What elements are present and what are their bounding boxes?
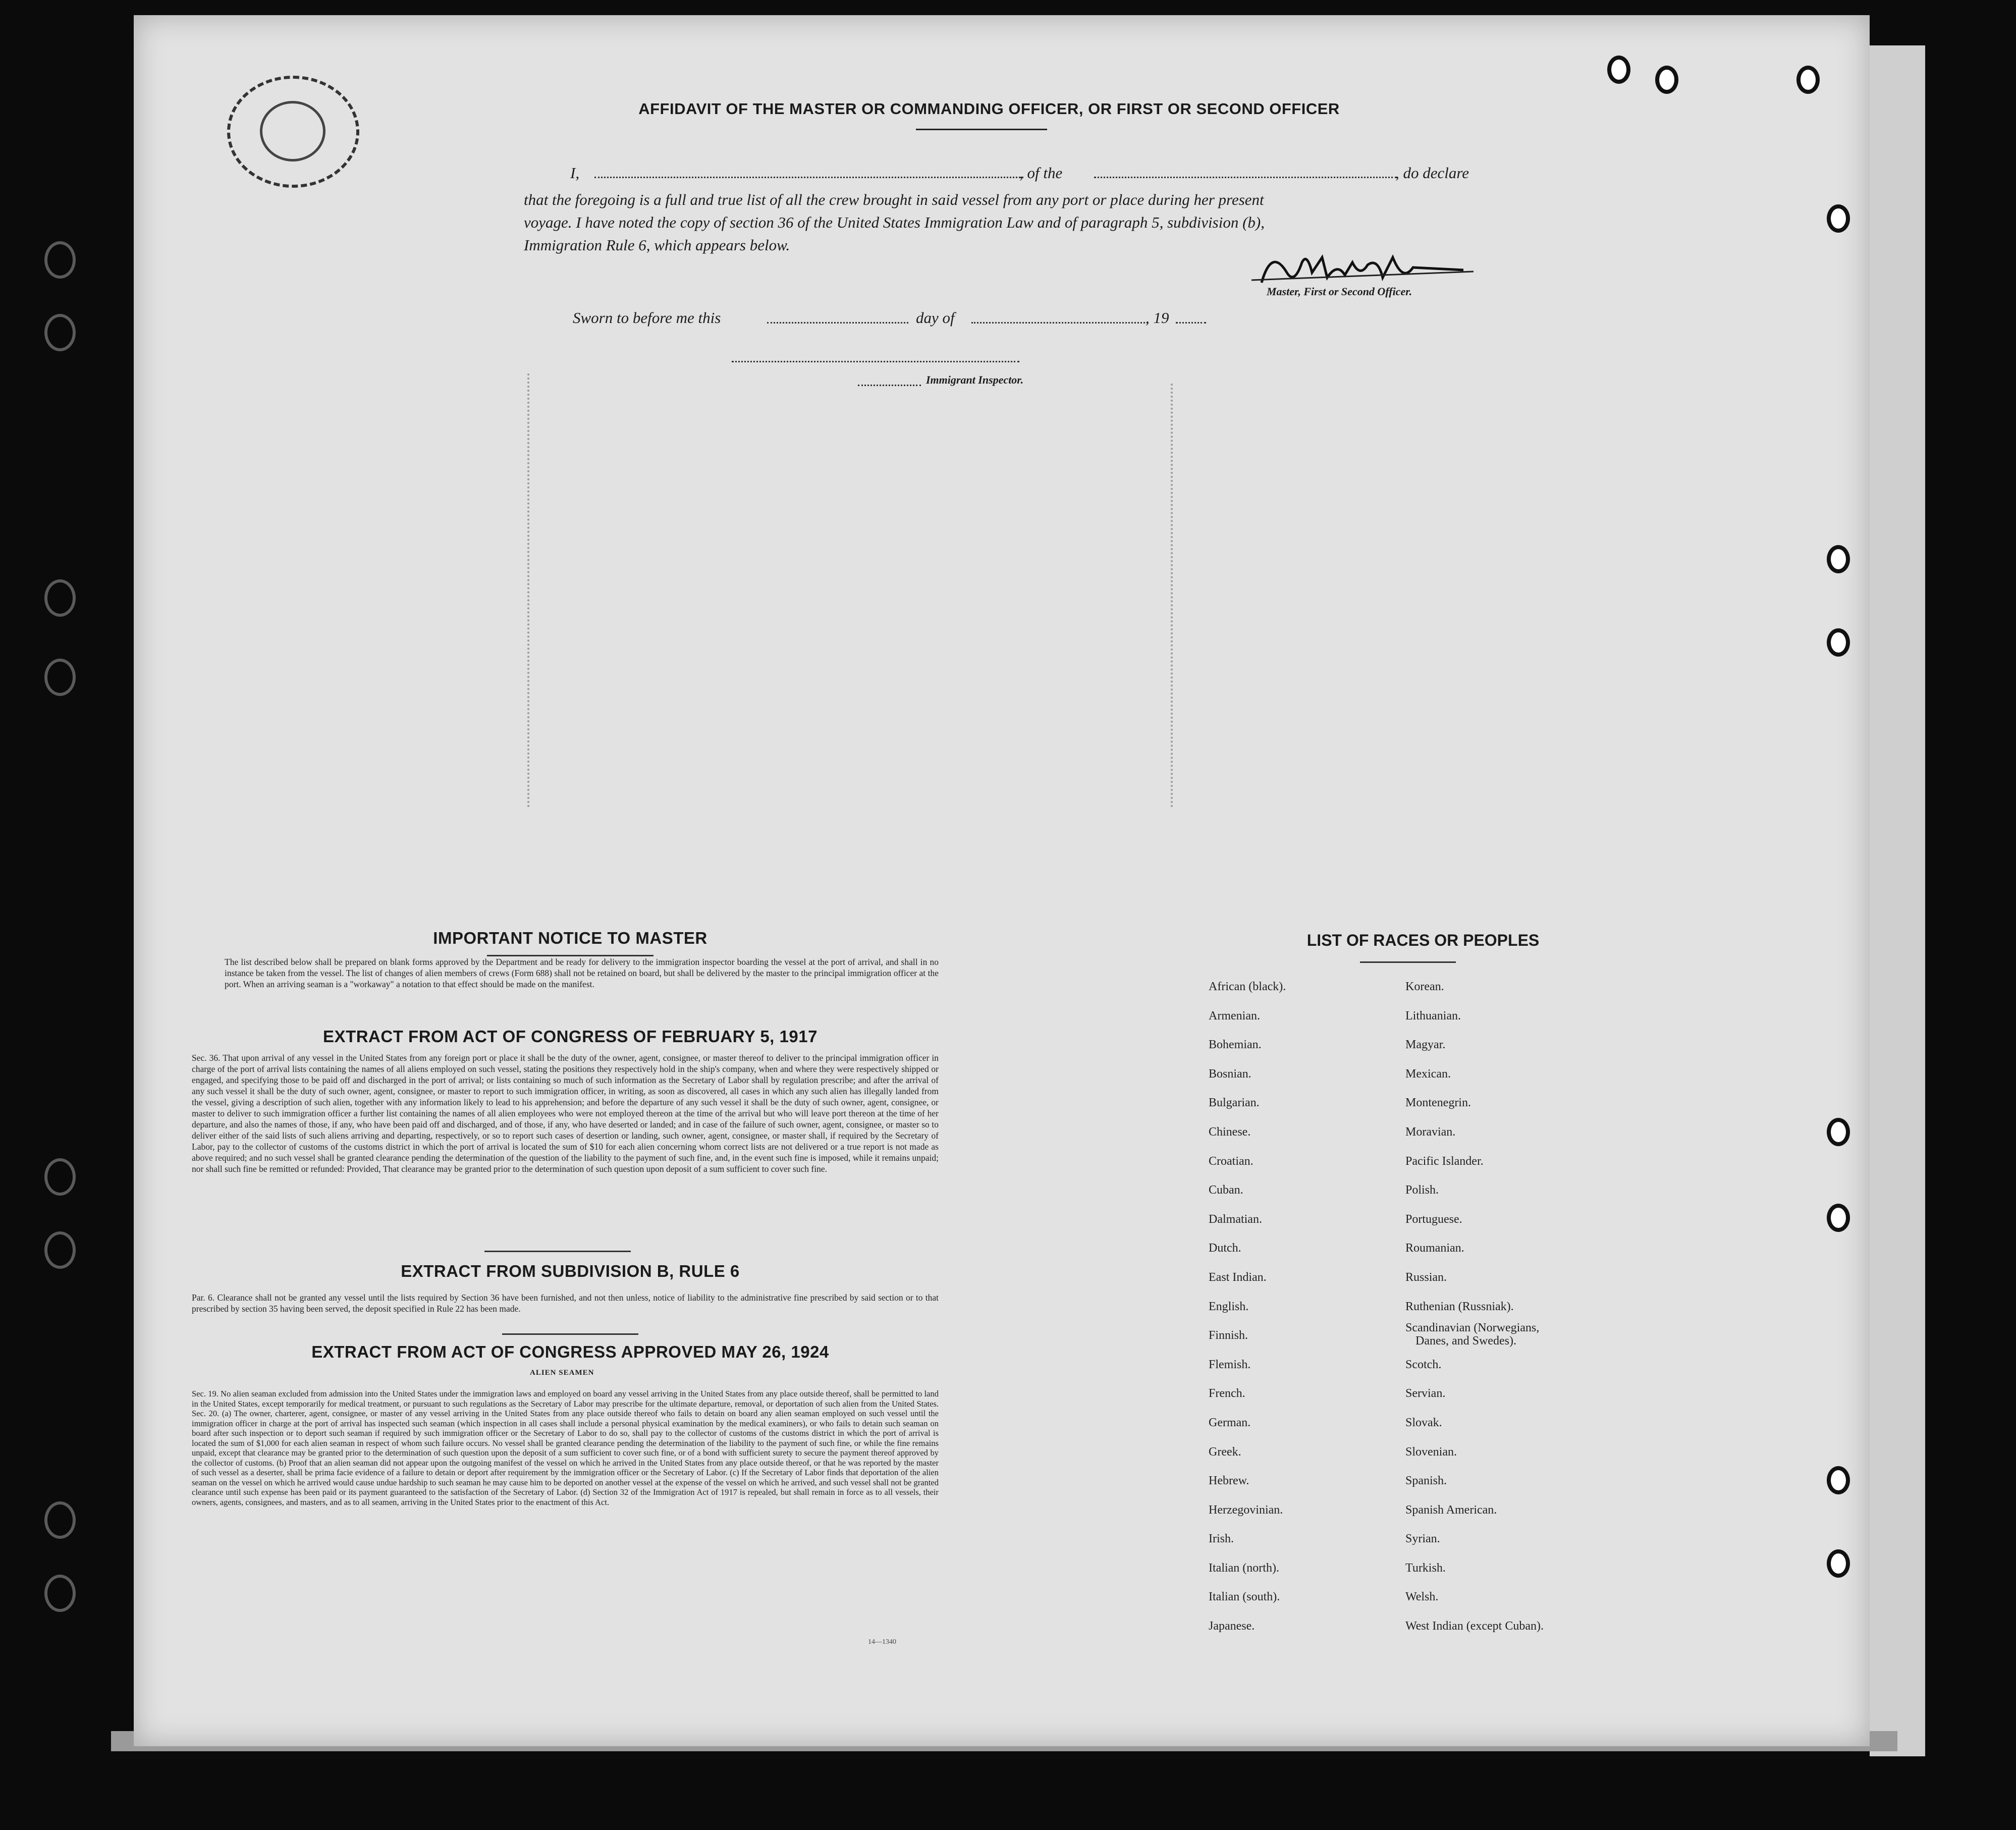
race-item: East Indian.: [1209, 1270, 1267, 1284]
underlying-page-edge: [1870, 45, 1925, 1756]
binder-hole-icon: [44, 659, 76, 696]
binder-hole-icon: [1827, 204, 1850, 233]
binder-hole-icon: [1827, 1118, 1850, 1146]
extract-1917-heading: EXTRACT FROM ACT OF CONGRESS OF FEBRUARY 5, 1917: [323, 1027, 818, 1046]
eagle-emblem-icon: [260, 101, 325, 162]
race-item: Ruthenian (Russniak).: [1405, 1300, 1514, 1313]
binder-hole-icon: [44, 241, 76, 279]
race-item: Spanish American.: [1405, 1503, 1497, 1517]
race-item: Bosnian.: [1209, 1067, 1251, 1081]
race-item: Spanish.: [1405, 1474, 1447, 1488]
extract-rule6-text: Par. 6. Clearance shall not be granted any vessel until the lists required by Section 36 have been furnished, and not then unless, notice of liability to the administrative fine prescribed by said section or to that prescribed by section 35 having been served, the deposit specified in Rule 22 has been made.: [192, 1293, 939, 1314]
race-item: Chinese.: [1209, 1125, 1251, 1139]
race-item: Dalmatian.: [1209, 1212, 1262, 1226]
declaration-line-4: Immigration Rule 6, which appears below.: [524, 236, 790, 254]
race-item: Russian.: [1405, 1270, 1447, 1284]
column-dots-right: [1171, 384, 1173, 808]
alien-seamen-subheading: ALIEN SEAMEN: [530, 1369, 594, 1377]
race-item: Flemish.: [1209, 1358, 1251, 1371]
sworn-label: Sworn to before me this: [573, 309, 721, 327]
binder-hole-icon: [44, 1231, 76, 1269]
race-item: German.: [1209, 1416, 1251, 1429]
race-item-line1: Scandinavian (Norwegians,: [1405, 1321, 1540, 1335]
races-divider: [1360, 961, 1456, 963]
binder-hole-icon: [1607, 56, 1630, 84]
race-item-line2: Danes, and Swedes).: [1415, 1334, 1516, 1348]
extract-rule6-heading: EXTRACT FROM SUBDIVISION B, RULE 6: [401, 1262, 740, 1280]
race-item: Syrian.: [1405, 1532, 1440, 1546]
extract-1917-text: Sec. 36. That upon arrival of any vessel in the United States from any foreign port or place it shall be the duty of the owner, agent, consignee, or master thereof to deliver to the principal immigration officer in charge of the port of arrival lists containing the names of all aliens employed on such vessel, stating the positions they respectively hold in the ship's company, when and where they were respectively shipped or engaged, and specifying those to be paid off and discharged in the port of arrival; or lists containing so much of such information as the Secretary of Labor shall by regulation prescribe; and after the arrival of any such vessel it shall be the duty of such owner, agent, consignee, or master to report to such immigration officer, in writing, as soon as discovered, all cases in which any such alien has illegally landed from the vessel, giving a description of such alien, together with any information likely to lead to his apprehension; and before the departure of any such vessel it shall be the duty of such owner, agent, consignee, or master to deliver to such immigration officer a further list containing the names of all alien employees who were not employed thereon at the time of the arrival but who will leave port thereon at the time of her departure, and also the names of those, if any, who have been paid off and discharged, and of those, if any, who have deserted or landed; and in case of the failure of such owner, agent, consignee, or master so to deliver either of the said lists of such aliens arriving and departing, respectively, or so to report such cases of desertion or landing, such owner, agent, consignee, or master shall, if required by the Secretary of Labor, pay to the collector of customs of the customs district in which the port of arrival is located the sum of $10 for each alien concerning whom correct lists are not delivered or a true report is not made as above required; and no such vessel shall be granted clearance pending the determination of the question of the liability to the payment of such fine, and, in the event such fine is imposed, while it remains unpaid; nor shall such fine be remitted or refunded: Provided, That clearance may be granted prior to the determination of such question upon deposit of a sum sufficient to cover such fine.: [192, 1053, 939, 1174]
title-divider: [916, 129, 1047, 130]
race-item: Polish.: [1405, 1183, 1439, 1197]
race-item: Croatian.: [1209, 1154, 1254, 1168]
race-item: Lithuanian.: [1405, 1009, 1461, 1022]
binder-hole-icon: [44, 579, 76, 617]
race-item: Finnish.: [1209, 1329, 1248, 1342]
race-item: Roumanian.: [1405, 1242, 1464, 1255]
column-dots-left: [527, 373, 529, 808]
sworn-year-blank: [1176, 322, 1206, 324]
day-of-label: day of: [916, 309, 955, 327]
binder-hole-icon: [44, 1575, 76, 1612]
signature-caption: Master, First or Second Officer.: [1267, 285, 1412, 298]
race-item: Pacific Islander.: [1405, 1154, 1484, 1168]
inspector-signature-blank: [732, 361, 1019, 362]
extract-rule6-divider: [502, 1333, 638, 1335]
race-item: Turkish.: [1405, 1561, 1446, 1575]
declaration-line-3: voyage. I have noted the copy of section 36 of the United States Immigration Law and of paragraph 5, subdivision (b),: [524, 213, 1265, 231]
race-item: Greek.: [1209, 1445, 1241, 1459]
declaration-line-2: that the foregoing is a full and true list of all the crew brought in said vessel from any port or place during her present: [524, 191, 1264, 208]
races-left-column: [1209, 973, 1286, 1641]
race-item: Scotch.: [1405, 1358, 1442, 1371]
notice-heading: IMPORTANT NOTICE TO MASTER: [433, 929, 707, 947]
race-item: Japanese.: [1209, 1620, 1255, 1633]
race-item: Irish.: [1209, 1532, 1234, 1546]
race-item: Italian (south).: [1209, 1590, 1280, 1604]
form-number: 14—1340: [868, 1638, 896, 1646]
race-item: Hebrew.: [1209, 1474, 1249, 1488]
vessel-name-blank: [1094, 177, 1397, 178]
binder-hole-icon: [1827, 628, 1850, 657]
race-item: Herzegovinian.: [1209, 1503, 1283, 1517]
race-item: Slovenian.: [1405, 1445, 1457, 1459]
year-label: , 19: [1146, 309, 1169, 327]
race-item: Slovak.: [1405, 1416, 1442, 1429]
binder-hole-icon: [44, 1501, 76, 1539]
declarant-name-blank: [594, 177, 1023, 178]
race-item: French.: [1209, 1387, 1245, 1401]
race-item: African (black).: [1209, 980, 1286, 993]
binder-hole-icon: [44, 1158, 76, 1196]
race-item: Portuguese.: [1405, 1212, 1462, 1226]
race-item: Moravian.: [1405, 1125, 1456, 1139]
race-item: English.: [1209, 1300, 1249, 1313]
binder-hole-icon: [1827, 545, 1850, 573]
races-title: LIST OF RACES OR PEOPLES: [1306, 931, 1540, 949]
race-item: Bohemian.: [1209, 1038, 1262, 1052]
race-item: Montenegrin.: [1405, 1096, 1471, 1110]
race-item: Cuban.: [1209, 1183, 1243, 1197]
race-item: Armenian.: [1209, 1009, 1260, 1022]
inspector-label: Immigrant Inspector.: [926, 373, 1024, 386]
races-right-column: [1405, 973, 1544, 1641]
race-item: Italian (north).: [1209, 1561, 1279, 1575]
race-item: West Indian (except Cuban).: [1405, 1620, 1544, 1633]
do-declare-label: , do declare: [1395, 164, 1469, 182]
binder-hole-icon: [44, 314, 76, 351]
extract-1917-divider: [484, 1251, 631, 1252]
affidavit-title: AFFIDAVIT OF THE MASTER OR COMMANDING OFFICER, OR FIRST OR SECOND OFFICER: [638, 100, 1340, 118]
binder-hole-icon: [1827, 1466, 1850, 1494]
race-item: Bulgarian.: [1209, 1096, 1260, 1110]
race-item: Magyar.: [1405, 1038, 1446, 1052]
race-item: Mexican.: [1405, 1067, 1451, 1081]
extract-1924-text: Sec. 19. No alien seaman excluded from admission into the United States under the immigration laws and employed on board any vessel arriving in the United States from any place outside thereof, shall be permitted to land in the United States, except temporarily for medical treatment, or pursuant to such regulations as the Secretary of Labor may prescribe for the ultimate departure, removal, or deportation of such alien from the United States. Sec. 20. (a) The owner, charterer, agent, consignee, or master of any vessel arriving in the United States from any place outside thereof who fails to detain on board any alien seaman employed on such vessel until the immigration officer in charge at the port of arrival has inspected such seaman (which inspection in all cases shall include a personal physical examination by the medical examiners), or who fails to detain such seaman on board after such inspection or to deport such seaman if required by such immigration officer or the Secretary of Labor to do so, shall pay to the collector of customs of the customs district in which the port of arrival is located the sum of $1,000 for each alien seaman in respect of whom such failure occurs. No vessel shall be granted clearance pending the determination of the liability to the payment of such fine, or while the fine remains unpaid, except that clearance may be granted prior to the determination of such question upon the deposit of a sum sufficient to cover such fine, or of a bond with sufficient surety to secure the payment thereof approved by the collector of customs. (b) Proof that an alien seaman did not appear upon the outgoing manifest of the vessel on which he arrived in the United States from any place outside thereof, or that he was reported by the master of such vessel as a deserter, shall be prima facie evidence of a failure to detain or deport after requirement by the immigration officer or the Secretary of Labor. (c) If the Secretary of Labor finds that deportation of the alien seaman on the vessel on which he arrived would cause undue hardship to such seaman he may cause him to be deported on another vessel at the expense of the vessel on which he arrived, and such vessel shall not be granted clearance until such expense has been paid or its payment guaranteed to the satisfaction of the Secretary of Labor. (d) Section 32 of the Immigration Act of 1917 is repealed, but shall remain in force as to all vessels, their owners, agents, consignees, and masters, and as to all seamen, arriving in the United States prior to the enactment of this Act.: [192, 1389, 939, 1507]
inspector-blank-short: [858, 385, 921, 386]
of-the-label: , of the: [1019, 164, 1063, 182]
sworn-day-blank: [767, 322, 908, 324]
binder-hole-icon: [1655, 66, 1678, 94]
race-item: Welsh.: [1405, 1590, 1439, 1604]
extract-1924-heading: EXTRACT FROM ACT OF CONGRESS APPROVED MAY 26, 1924: [311, 1342, 829, 1361]
race-item: Korean.: [1405, 980, 1444, 993]
sworn-month-blank: [971, 322, 1148, 324]
binder-hole-icon: [1827, 1549, 1850, 1578]
binder-hole-icon: [1827, 1204, 1850, 1232]
race-item-multiline: [1405, 1321, 1544, 1351]
binder-hole-icon: [1796, 66, 1820, 94]
declarant-prefix: I,: [570, 164, 580, 182]
race-item: Dutch.: [1209, 1242, 1241, 1255]
notice-text: The list described below shall be prepared on blank forms approved by the Department and be ready for delivery to the immigration inspector boarding the vessel at the port of arrival, and shall in no instance be taken from the vessel. The list of changes of alien members of crews (Form 688) shall not be retained on board, but shall be delivered by the master to the principal immigration officer at the port. When an arriving seaman is a "workaway" a notation to that effect should be made on the manifest.: [225, 957, 939, 989]
race-item: Servian.: [1405, 1387, 1446, 1401]
